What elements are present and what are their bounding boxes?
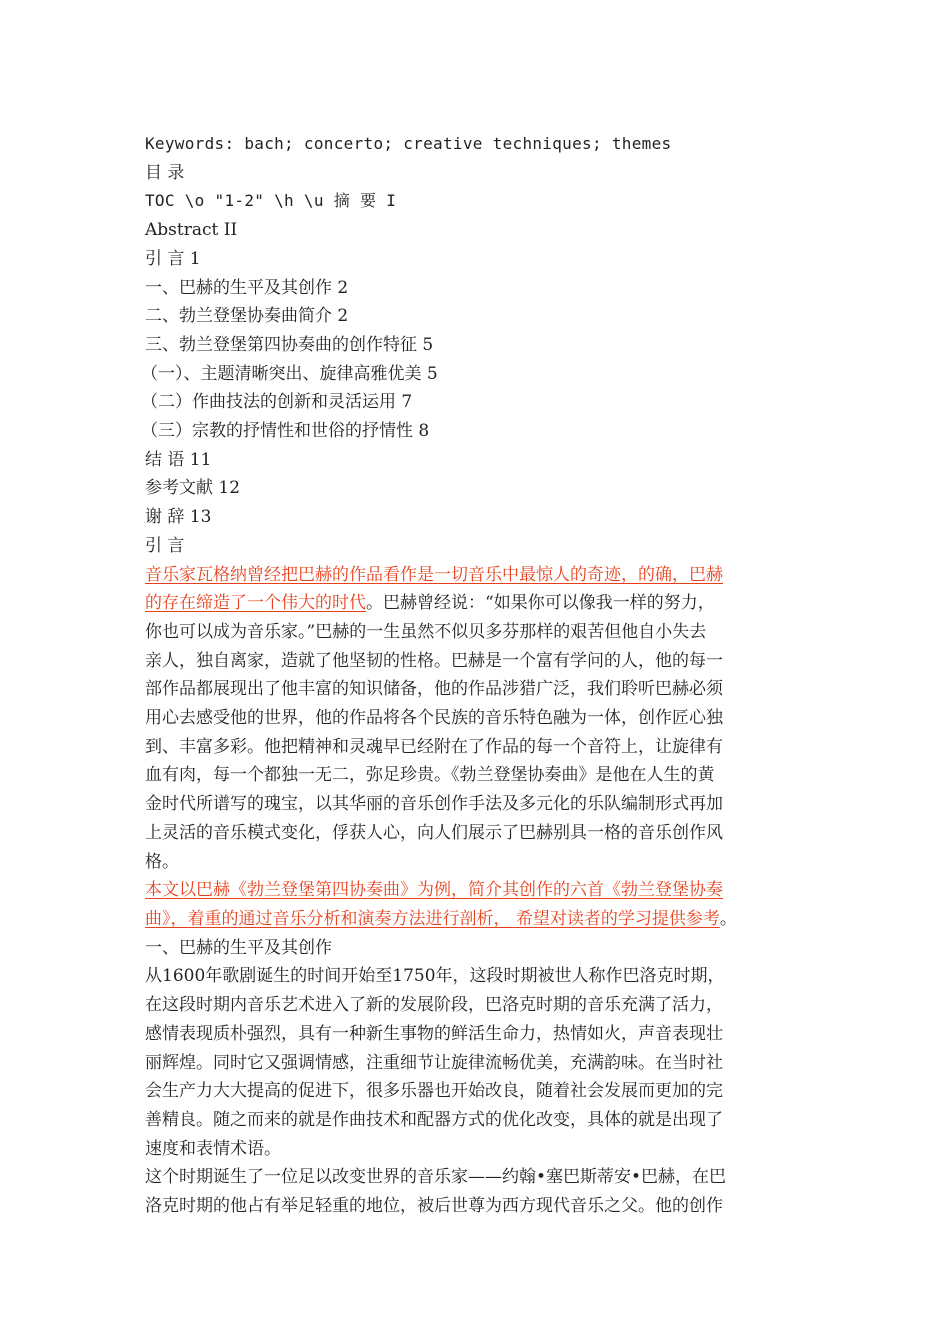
highlighted-text: 音乐家瓦格纳曾经把巴赫的作品看作是一切音乐中最惊人的奇迹，的确，巴赫: [145, 564, 723, 585]
paragraph-line: [145, 561, 825, 590]
highlighted-text: 本文以巴赫《勃兰登堡第四协奏曲》为例，简介其创作的六首《勃兰登堡协奏: [145, 880, 723, 901]
paragraph-line: 到、丰富多彩。他把精神和灵魂早已经附在了作品的每一个音符上，让旋律有: [145, 736, 723, 757]
intro-paragraph-2: [145, 876, 825, 933]
paragraph-line: 用心去感受他的世界，他的作品将各个民族的音乐特色融为一体，创作匠心独: [145, 708, 723, 729]
paragraph-line: 速度和表情术语。: [145, 1138, 281, 1159]
toc-entry[interactable]: 引 言 1: [145, 248, 201, 269]
toc-entry[interactable]: 结 语 11: [145, 449, 212, 470]
toc-entry[interactable]: （二）作曲技法的创新和灵活运用 7: [141, 392, 413, 413]
highlighted-text: 曲》，着重的通过音乐分析和演奏方法进行剖析， 希望对读者的学习提供参考: [145, 908, 720, 929]
section-heading: 一、巴赫的生平及其创作: [145, 937, 332, 958]
toc-entry[interactable]: （一）、主题清晰突出、旋律高雅优美 5: [141, 363, 438, 384]
paragraph-line: 你也可以成为音乐家。”巴赫的一生虽然不似贝多芬那样的艰苦但他自小失去: [145, 621, 707, 642]
paragraph-line: 这个时期诞生了一位足以改变世界的音乐家——约翰•塞巴斯蒂安•巴赫，在巴: [145, 1167, 727, 1188]
keywords-line: Keywords: bach; concerto; creative techniques; themes: [145, 134, 672, 153]
toc-field-code-text: TOC \o "1-2" \h \u 摘 要 I: [145, 191, 397, 211]
toc-heading: 目 录: [145, 162, 185, 183]
paragraph-line: 善精良。随之而来的就是作曲技术和配器方式的优化改变，具体的就是出现了: [145, 1109, 723, 1130]
paragraph-line: 洛克时期的他占有举足轻重的地位，被后世尊为西方现代音乐之父。他的创作: [145, 1196, 723, 1217]
toc-entry[interactable]: 三、勃兰登堡第四协奏曲的创作特征 5: [145, 334, 434, 355]
toc-entry[interactable]: 参考文献 12: [145, 478, 241, 499]
paragraph-line: 部作品都展现出了他丰富的知识储备，他的作品涉猎广泛，我们聆听巴赫必须: [145, 679, 723, 700]
toc-list: [141, 216, 825, 532]
paragraph-line: 格。: [145, 851, 179, 872]
paragraph-line: 会生产力大大提高的促进下，很多乐器也开始改良，随着社会发展而更加的完: [145, 1081, 723, 1102]
document-body: [141, 130, 825, 1221]
paragraph-line: 金时代所谱写的瑰宝，以其华丽的音乐创作手法及多元化的乐队编制形式再加: [145, 794, 723, 815]
paragraph-line: 从1600年歌剧诞生的时间开始至1750年，这段时期被世人称作巴洛克时期，: [145, 966, 725, 987]
paragraph-line: 血有肉，每一个都独一无二，弥足珍贵。《勃兰登堡协奏曲》是他在人生的黄: [145, 765, 715, 786]
paragraph-line: 上灵活的音乐模式变化，俘获人心，向人们展示了巴赫别具一格的音乐创作风: [145, 822, 723, 843]
highlighted-text: 的存在缔造了一个伟大的时代: [145, 593, 366, 614]
toc-entry[interactable]: 谢 辞 13: [145, 507, 212, 528]
intro-heading: 引 言: [145, 535, 185, 556]
toc-entry[interactable]: 一、巴赫的生平及其创作 2: [145, 277, 349, 298]
paragraph-line: 在这段时期内音乐艺术进入了新的发展阶段，巴洛克时期的音乐充满了活力，: [145, 995, 723, 1016]
paragraph-line: [145, 905, 825, 934]
section1-paragraph-2: [145, 1163, 825, 1220]
toc-entry[interactable]: （三）宗教的抒情性和世俗的抒情性 8: [141, 421, 430, 442]
toc-field-code: [145, 187, 825, 216]
paragraph-line: 丽辉煌。同时它又强调情感，注重细节让旋律流畅优美，充满韵味。在当时社: [145, 1052, 723, 1073]
intro-paragraph-1: [145, 561, 825, 877]
paragraph-line: [145, 589, 825, 618]
toc-entry[interactable]: 二、勃兰登堡协奏曲简介 2: [145, 306, 349, 327]
toc-entry[interactable]: Abstract II: [145, 220, 238, 241]
body-text: 。: [719, 908, 737, 929]
paragraph-line: 亲人，独自离家，造就了他坚韧的性格。巴赫是一个富有学问的人，他的每一: [145, 650, 723, 671]
section1-paragraph-1: [145, 962, 825, 1163]
paragraph-line: 感情表现质朴强烈，具有一种新生事物的鲜活生命力，热情如火，声音表现壮: [145, 1023, 723, 1044]
body-text: 。巴赫曾经说：“如果你可以像我一样的努力，: [366, 593, 715, 614]
paragraph-line: [145, 876, 825, 905]
